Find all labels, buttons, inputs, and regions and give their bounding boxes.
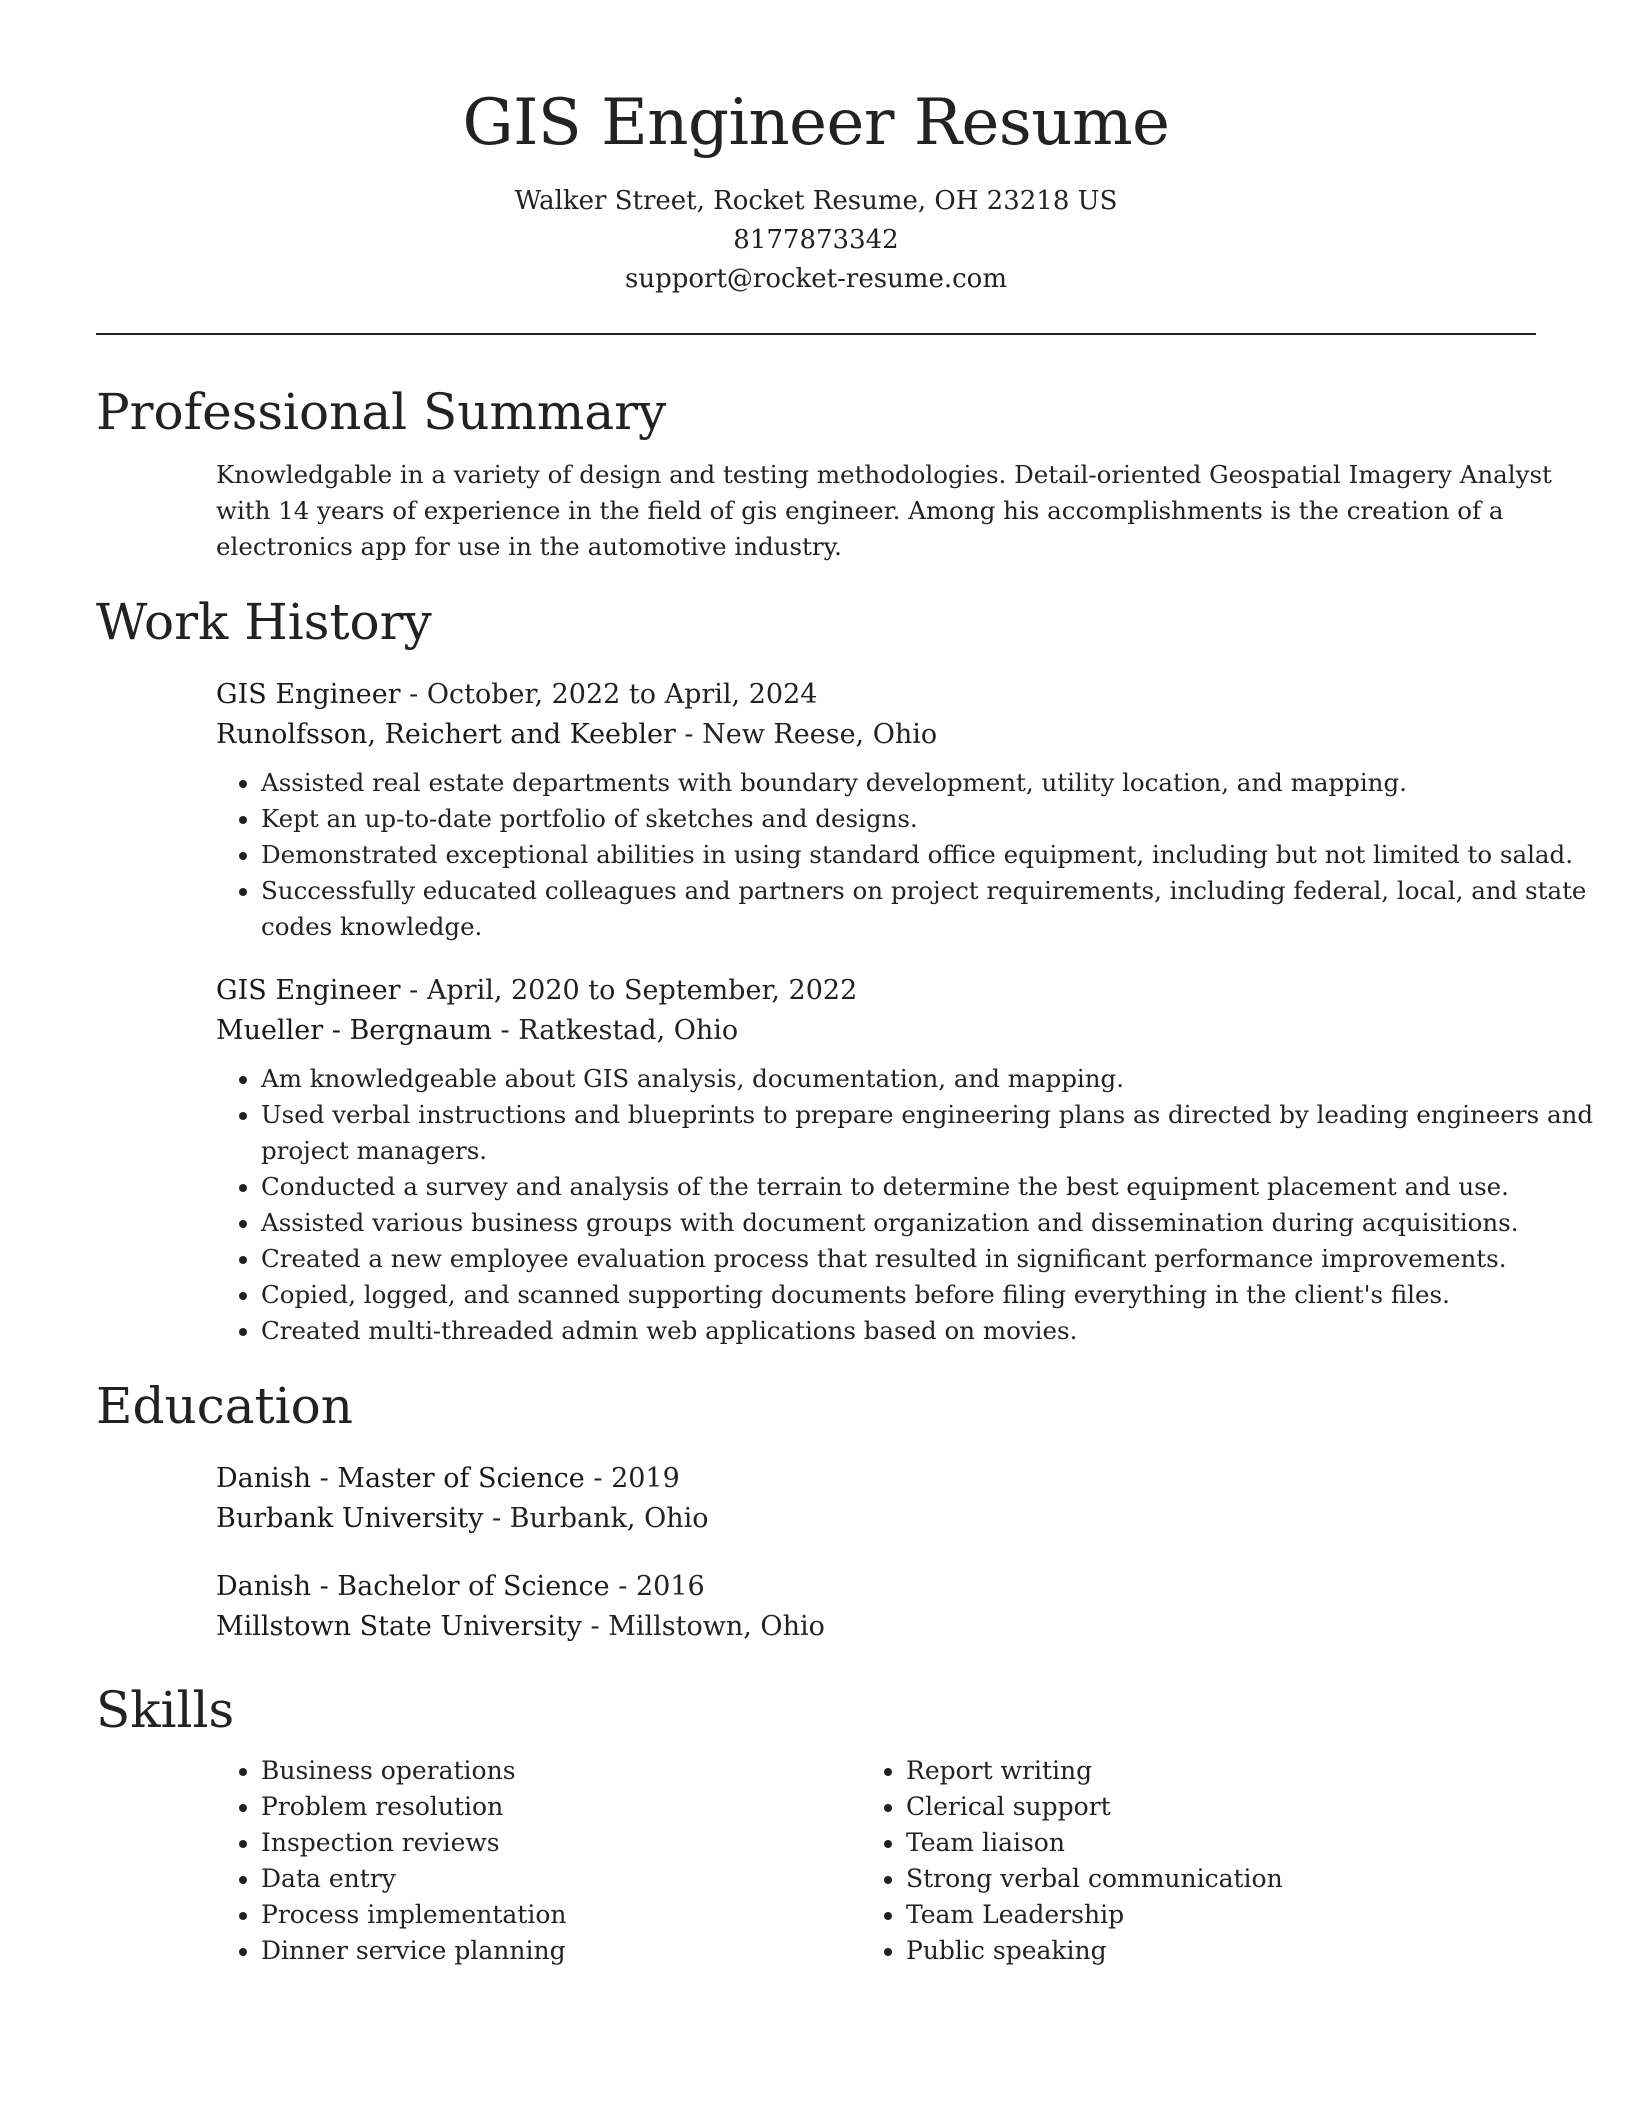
contact-phone: 8177873342: [733, 225, 899, 255]
job-title: GIS Engineer: [216, 975, 401, 1006]
skill-item: • Business operations: [261, 1753, 751, 1789]
education-degree-line: [216, 1459, 1536, 1499]
education-year: - 2016: [609, 1571, 705, 1602]
education-year: - 2019: [584, 1463, 680, 1494]
section-title-work-history: Work History: [96, 593, 432, 651]
job-title-line: [216, 971, 1536, 1011]
resume-header: [96, 80, 1536, 299]
section-title-education: Education: [96, 1377, 353, 1435]
job-entry: [216, 971, 1536, 1051]
skill-item: • Team Leadership: [906, 1897, 1396, 1933]
skills-grid: [96, 1753, 1536, 1969]
skill-item: • Public speaking: [906, 1933, 1396, 1969]
education-location: - Millstown, Ohio: [581, 1611, 825, 1642]
education-degree-line: [216, 1567, 1536, 1607]
job-bullet: • Created a new employee evaluation process that resulted in significant performance improvements.: [261, 1241, 1601, 1277]
education-location: - Burbank, Ohio: [483, 1503, 709, 1534]
education-school-line: [216, 1499, 1536, 1539]
job-bullet: • Assisted real estate departments with boundary development, utility location, and mapping.: [261, 765, 1601, 801]
skill-item: • Team liaison: [906, 1825, 1396, 1861]
skill-item: • Data entry: [261, 1861, 751, 1897]
skill-item: • Inspection reviews: [261, 1825, 751, 1861]
job-bullets: [96, 765, 1587, 945]
skill-item: • Process implementation: [261, 1897, 751, 1933]
job-bullet: • Assisted various business groups with document organization and dissemination during acquisitions.: [261, 1205, 1601, 1241]
skill-item: • Report writing: [906, 1753, 1396, 1789]
education-school: Millstown State University: [216, 1611, 582, 1642]
contact-email: support@rocket-resume.com: [624, 264, 1007, 294]
job-bullet: • Created multi-threaded admin web applications based on movies.: [261, 1313, 1601, 1349]
education-entry: [216, 1567, 1536, 1647]
job-bullet: • Kept an up-to-date portfolio of sketches and designs.: [261, 801, 1601, 837]
skills-column-right: [751, 1753, 1396, 1969]
education-school-line: [216, 1607, 1536, 1647]
job-dates: - April, 2020 to September, 2022: [400, 975, 858, 1006]
skill-item: • Strong verbal communication: [906, 1861, 1396, 1897]
education-entry: [216, 1459, 1536, 1539]
skill-item: • Problem resolution: [261, 1789, 751, 1825]
skills-column-left: [96, 1753, 751, 1969]
section-title-skills: Skills: [96, 1681, 235, 1739]
header-divider: [96, 333, 1536, 335]
contact-address: Walker Street, Rocket Resume, OH 23218 US: [514, 186, 1118, 216]
job-title: GIS Engineer: [216, 679, 401, 710]
job-entry: [216, 675, 1536, 755]
job-company: Mueller - Bergnaum: [216, 1015, 492, 1046]
job-bullet: • Conducted a survey and analysis of the terrain to determine the best equipment placement and use.: [261, 1169, 1601, 1205]
skill-item: • Clerical support: [906, 1789, 1396, 1825]
summary-text: Knowledgable in a variety of design and testing methodologies. Detail-oriented Geospatial Imagery Analyst with 14 years of experience in the field of gis engineer. Among his accomplishments is the creation of a electronics app for use in the automotive industry.: [216, 460, 1552, 561]
resume-title: GIS Engineer Resume: [462, 86, 1170, 160]
education-school: Burbank University: [216, 1503, 484, 1534]
job-company: Runolfsson, Reichert and Keebler: [216, 719, 676, 750]
job-location: - New Reese, Ohio: [675, 719, 938, 750]
job-bullet: • Am knowledgeable about GIS analysis, documentation, and mapping.: [261, 1061, 1601, 1097]
job-company-line: [216, 1011, 1536, 1051]
section-title-summary: Professional Summary: [96, 383, 667, 441]
job-bullet: • Demonstrated exceptional abilities in using standard office equipment, including but not limited to salad.: [261, 837, 1601, 873]
skill-item: • Dinner service planning: [261, 1933, 751, 1969]
job-bullet: • Used verbal instructions and blueprints to prepare engineering plans as directed by leading engineers and project managers.: [261, 1097, 1601, 1169]
education-degree: Danish - Master of Science: [216, 1463, 585, 1494]
job-bullets: [96, 1061, 1594, 1349]
job-title-line: [216, 675, 1536, 715]
education-degree: Danish - Bachelor of Science: [216, 1571, 610, 1602]
resume-page: [96, 80, 1594, 1969]
job-bullet: • Copied, logged, and scanned supporting documents before filing everything in the client's files.: [261, 1277, 1601, 1313]
job-bullet: • Successfully educated colleagues and partners on project requirements, including federal, local, and state codes knowledge.: [261, 873, 1601, 945]
job-dates: - October, 2022 to April, 2024: [400, 679, 818, 710]
job-company-line: [216, 715, 1536, 755]
job-location: - Ratkestad, Ohio: [491, 1015, 739, 1046]
